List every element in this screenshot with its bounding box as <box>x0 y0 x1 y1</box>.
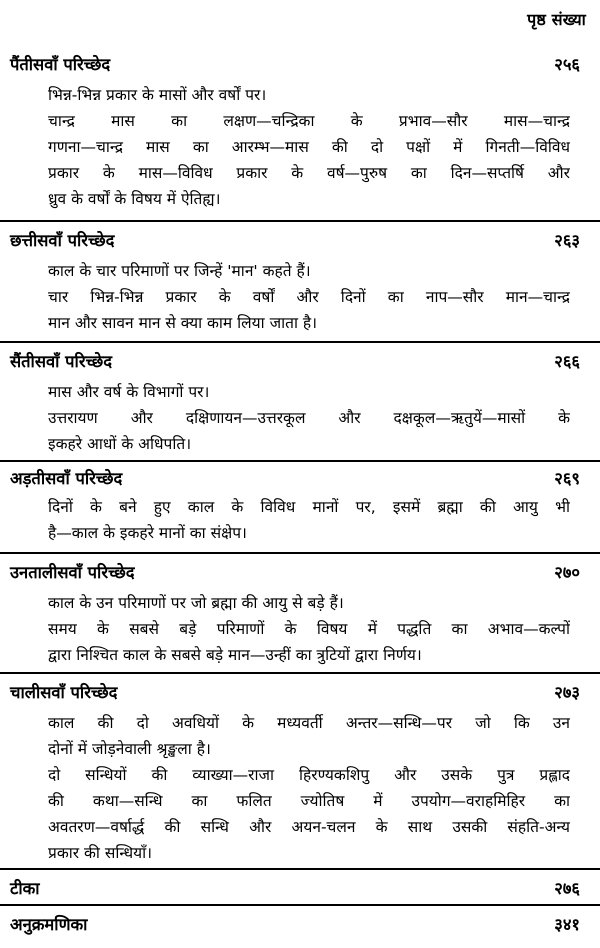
chapter-38-title: अड़तीसवाँ परिच्छेद <box>10 469 123 488</box>
commentary-title: टीका <box>10 879 40 898</box>
chapter-36-line-2: चार भिन्न-भिन्न प्रकार के वर्षों और दिनों का नाप—सौर मान—चान्द्र <box>48 288 570 306</box>
chapter-40-line-1: काल की दो अवधियों के मध्यवर्ती अन्तर—सन्धि—पर जो कि उन <box>48 714 570 732</box>
chapter-37-page: २६६ <box>554 352 580 371</box>
chapter-38-line-1: दिनों के बने हुए काल के विविध मानों पर, इसमें ब्रह्मा की आयु भी <box>48 498 570 516</box>
chapter-35-line-2: चान्द्र मास का लक्षण—चन्द्रिका के प्रभाव—सौर मास—चान्द्र <box>48 112 570 130</box>
chapter-39-title: उनतालीसवाँ परिच्छेद <box>10 563 135 582</box>
chapter-38 <box>0 466 600 546</box>
chapter-40-line-2: दोनों में जोड़नेवाली श्रृङ्खला है। <box>48 740 211 758</box>
chapter-37-line-3: इकहरे आधों के अधिपति। <box>48 435 192 453</box>
chapter-35-line-4: प्रकार के मास—विविध प्रकार के वर्ष—पुरुष का दिन—सप्तर्षि और <box>48 164 570 182</box>
chapter-40-page: २७३ <box>554 683 580 702</box>
divider <box>0 868 600 870</box>
chapter-40-line-3: दो सन्धियों की व्याख्या—राजा हिरण्यकशिपु और उसके पुत्र प्रह्लाद <box>48 766 570 784</box>
chapter-40-line-5: अवतरण—वर्षार्द्ध की सन्धि और अयन-चलन के साथ उसकी संहति-अन्य <box>48 818 570 836</box>
index-page: ३४१ <box>554 915 580 934</box>
chapter-35-line-5: ध्रुव के वर्षों के विषय में ऐतिह्य। <box>48 190 221 208</box>
index-title: अनुक्रमणिका <box>10 915 88 934</box>
divider <box>0 672 600 674</box>
chapter-35-line-3: गणना—चान्द्र मास का आरम्भ—मास की दो पक्षों में गिनती—विविध <box>48 138 570 156</box>
chapter-38-page: २६९ <box>554 469 580 488</box>
chapter-38-line-2: है—काल के इकहरे मानों का संक्षेप। <box>48 524 247 542</box>
divider <box>0 220 600 222</box>
chapter-39-page: २७० <box>554 563 580 582</box>
page-number-column-label: पृष्ठ संख्या <box>527 10 586 29</box>
chapter-36-page: २६३ <box>554 231 580 250</box>
chapter-40-line-4: की कथा—सन्धि का फलित ज्योतिष में उपयोग—वराहमिहिर का <box>48 792 570 810</box>
chapter-35 <box>0 52 600 212</box>
chapter-37 <box>0 349 600 457</box>
chapter-40 <box>0 680 600 866</box>
chapter-36-line-1: काल के चार परिमाणों पर जिन्हें 'मान' कहते हैं। <box>48 262 311 280</box>
chapter-36 <box>0 228 600 336</box>
divider <box>0 460 600 462</box>
chapter-39-line-2: समय के सबसे बड़े परिमाणों के विषय में पद्धति का अभाव—कल्पों <box>48 620 570 638</box>
chapter-37-line-1: मास और वर्ष के विभागों पर। <box>48 383 210 401</box>
divider <box>0 552 600 554</box>
divider <box>0 341 600 343</box>
chapter-35-page: २५६ <box>554 55 580 74</box>
index-entry <box>0 912 600 936</box>
chapter-39-line-1: काल के उन परिमाणों पर जो ब्रह्मा की आयु से बड़े हैं। <box>48 594 344 612</box>
commentary-page: २७६ <box>554 879 580 898</box>
chapter-35-line-1: भिन्न-भिन्न प्रकार के मासों और वर्षों पर। <box>48 86 267 104</box>
chapter-37-title: सैंतीसवाँ परिच्छेद <box>10 352 112 371</box>
chapter-40-line-6: प्रकार की सन्धियाँ। <box>48 844 153 862</box>
chapter-39-line-3: द्वारा निश्चित काल के सबसे बड़े मान—उन्हीं का त्रुटियों द्वारा निर्णय। <box>48 646 422 664</box>
chapter-36-line-3: मान और सावन मान से क्या काम लिया जाता है। <box>48 314 317 332</box>
chapter-35-title: पैंतीसवाँ परिच्छेद <box>10 55 111 74</box>
chapter-39 <box>0 560 600 668</box>
chapter-37-line-2: उत्तरायण और दक्षिणायन—उत्तरकूल और दक्षकूल—ऋतुयें—मासों के <box>48 409 570 427</box>
chapter-40-title: चालीसवाँ परिच्छेद <box>10 683 118 702</box>
divider <box>0 904 600 906</box>
commentary-entry <box>0 876 600 900</box>
chapter-36-title: छत्तीसवाँ परिच्छेद <box>10 231 115 250</box>
